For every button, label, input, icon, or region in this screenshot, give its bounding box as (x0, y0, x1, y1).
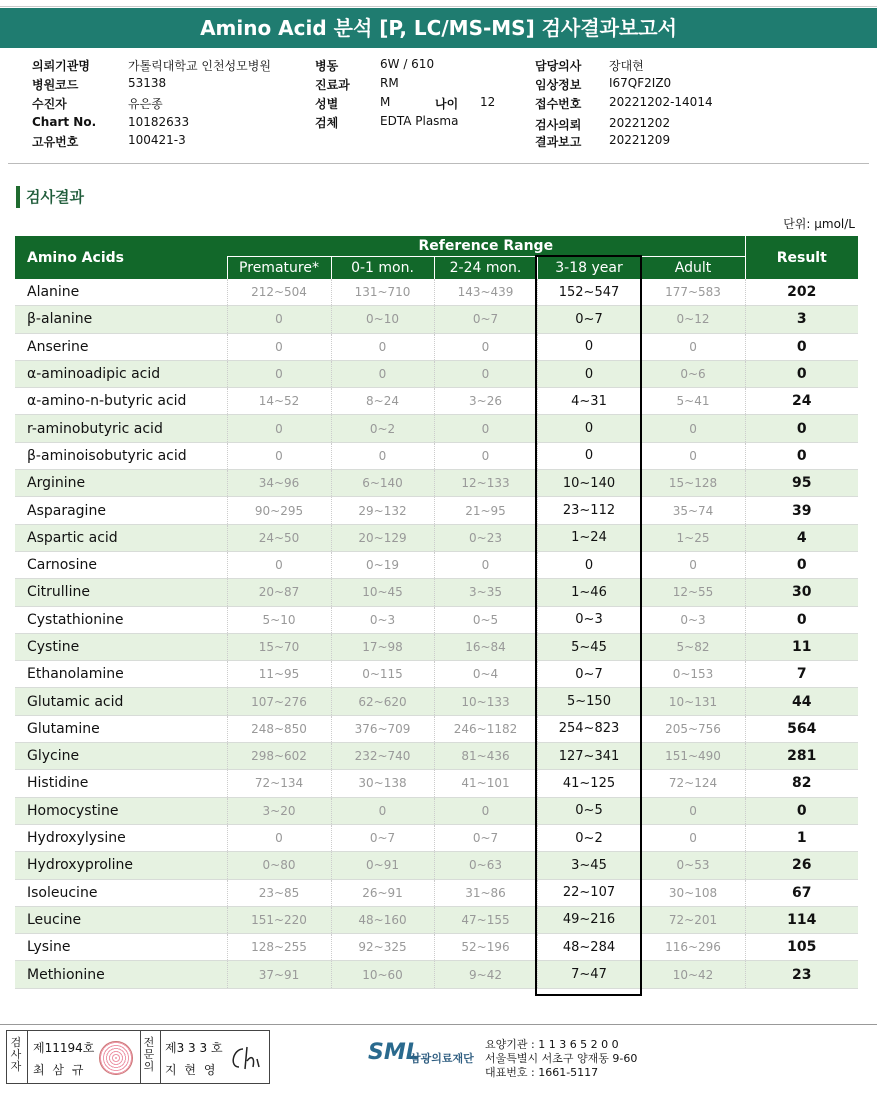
amino-acid-name: Histidine (15, 770, 227, 797)
amino-acid-name: Aspartic acid (15, 524, 227, 551)
reference-value: 92~325 (331, 934, 434, 961)
table-row (15, 688, 858, 715)
header-range: 2-24 mon. (434, 257, 537, 280)
reference-value: 0~91 (331, 852, 434, 879)
reference-value: 4~31 (537, 388, 641, 415)
reference-value: 12~55 (641, 579, 745, 606)
logo-subtitle: 삼광의료재단 (410, 1052, 474, 1065)
reference-value: 3~35 (434, 579, 537, 606)
info-label: 병원코드 (32, 78, 79, 92)
reference-value: 0 (227, 442, 331, 469)
reference-value: 34~96 (227, 470, 331, 497)
result-value: 7 (745, 661, 858, 688)
reference-value: 15~128 (641, 470, 745, 497)
reference-value: 0 (434, 551, 537, 578)
reference-value: 0 (537, 360, 641, 387)
reference-value: 0 (331, 442, 434, 469)
reference-value: 0~5 (537, 797, 641, 824)
amino-acid-name: Alanine (15, 279, 227, 306)
reference-value: 0 (434, 415, 537, 442)
seal-stamp-icon (99, 1041, 133, 1075)
reference-value: 8~24 (331, 388, 434, 415)
specialist-role: 전문의 (143, 1036, 155, 1073)
reference-value: 151~220 (227, 906, 331, 933)
inspector-name: 최 삼 규 (33, 1063, 86, 1077)
result-value: 0 (745, 797, 858, 824)
header-amino-acids: Amino Acids (15, 236, 227, 279)
reference-value: 5~150 (537, 688, 641, 715)
reference-value: 248~850 (227, 715, 331, 742)
reference-value: 47~155 (434, 906, 537, 933)
reference-value: 254~823 (537, 715, 641, 742)
amino-acid-name: α-aminoadipic acid (15, 360, 227, 387)
amino-acid-name: Asparagine (15, 497, 227, 524)
table-row (15, 579, 858, 606)
reference-value: 31~86 (434, 879, 537, 906)
reference-value: 0~7 (537, 306, 641, 333)
table-row (15, 333, 858, 360)
table-row (15, 633, 858, 660)
reference-value: 107~276 (227, 688, 331, 715)
inspector-number: 제11194호 (33, 1041, 95, 1055)
result-value: 202 (745, 279, 858, 306)
result-value: 24 (745, 388, 858, 415)
amino-acid-name: Hydroxylysine (15, 824, 227, 851)
reference-value: 0 (537, 442, 641, 469)
result-value: 95 (745, 470, 858, 497)
reference-value: 3~45 (537, 852, 641, 879)
reference-value: 12~133 (434, 470, 537, 497)
table-row (15, 606, 858, 633)
reference-value: 23~85 (227, 879, 331, 906)
reference-value: 1~46 (537, 579, 641, 606)
reference-value: 0 (331, 333, 434, 360)
reference-value: 0 (434, 333, 537, 360)
age-value: 12 (480, 95, 496, 109)
info-value: 53138 (128, 76, 167, 90)
amino-acid-name: Glycine (15, 743, 227, 770)
reference-value: 232~740 (331, 743, 434, 770)
reference-value: 17~98 (331, 633, 434, 660)
address-line: 서울특별시 서초구 양재동 9-60 (485, 1052, 638, 1065)
reference-value: 0~53 (641, 852, 745, 879)
reference-value: 0 (537, 551, 641, 578)
reference-value: 10~140 (537, 470, 641, 497)
result-value: 67 (745, 879, 858, 906)
reference-value: 0 (537, 415, 641, 442)
reference-value: 30~108 (641, 879, 745, 906)
info-label: 검체 (315, 116, 339, 130)
reference-value: 49~216 (537, 906, 641, 933)
reference-value: 131~710 (331, 279, 434, 306)
amino-acid-name: Anserine (15, 333, 227, 360)
amino-acid-name: Glutamic acid (15, 688, 227, 715)
result-value: 3 (745, 306, 858, 333)
reference-value: 0~2 (537, 824, 641, 851)
reference-value: 128~255 (227, 934, 331, 961)
info-label: 결과보고 (535, 135, 582, 149)
reference-value: 41~101 (434, 770, 537, 797)
unit-label: 단위: μmol/L (783, 217, 855, 231)
info-value: 6W / 610 (380, 57, 435, 71)
reference-value: 0 (434, 797, 537, 824)
table-row (15, 824, 858, 851)
reference-value: 1~25 (641, 524, 745, 551)
reference-value: 20~87 (227, 579, 331, 606)
reference-value: 22~107 (537, 879, 641, 906)
reference-value: 0~3 (641, 606, 745, 633)
info-value: 가톨릭대학교 인천성모병원 (128, 59, 271, 73)
reference-value: 177~583 (641, 279, 745, 306)
amino-acid-name: Leucine (15, 906, 227, 933)
reference-value: 0~7 (331, 824, 434, 851)
box-divider (140, 1031, 141, 1083)
table-row (15, 934, 858, 961)
sml-logo: SML (368, 1040, 420, 1065)
reference-value: 5~45 (537, 633, 641, 660)
reference-value: 0 (331, 360, 434, 387)
result-value: 1 (745, 824, 858, 851)
table-row (15, 551, 858, 578)
specialist-name: 지 현 영 (165, 1063, 218, 1077)
reference-value: 6~140 (331, 470, 434, 497)
reference-value: 151~490 (641, 743, 745, 770)
amino-acid-name: Ethanolamine (15, 661, 227, 688)
reference-value: 0 (227, 824, 331, 851)
reference-value: 11~95 (227, 661, 331, 688)
result-value: 30 (745, 579, 858, 606)
table-row (15, 906, 858, 933)
info-value: I67QF2IZ0 (609, 76, 672, 90)
reference-value: 246~1182 (434, 715, 537, 742)
result-value: 0 (745, 442, 858, 469)
reference-value: 0~19 (331, 551, 434, 578)
header-range: Premature* (227, 257, 331, 280)
table-row (15, 715, 858, 742)
reference-value: 10~131 (641, 688, 745, 715)
result-value: 0 (745, 360, 858, 387)
info-value: 20221202-14014 (609, 95, 713, 109)
reference-value: 298~602 (227, 743, 331, 770)
reference-value: 0~7 (434, 306, 537, 333)
signature-box (6, 1030, 270, 1084)
reference-value: 0 (641, 333, 745, 360)
amino-acid-name: β-aminoisobutyric acid (15, 442, 227, 469)
reference-value: 0~6 (641, 360, 745, 387)
reference-value: 10~60 (331, 961, 434, 988)
reference-value: 0~153 (641, 661, 745, 688)
reference-value: 0~23 (434, 524, 537, 551)
info-value: 20221202 (609, 116, 671, 130)
table-row (15, 770, 858, 797)
table-row (15, 852, 858, 879)
table-row (15, 497, 858, 524)
address-line: 요양기관 : 1 1 3 6 5 2 0 0 (485, 1038, 619, 1051)
result-value: 23 (745, 961, 858, 988)
header-range: 0-1 mon. (331, 257, 434, 280)
amino-acid-name: r-aminobutyric acid (15, 415, 227, 442)
info-label: 임상정보 (535, 78, 582, 92)
table-row (15, 442, 858, 469)
header-result: Result (745, 236, 858, 279)
header-reference-range: Reference Range (227, 236, 745, 257)
result-value: 4 (745, 524, 858, 551)
results-body (15, 279, 858, 988)
table-row (15, 415, 858, 442)
table-row (15, 797, 858, 824)
result-value: 26 (745, 852, 858, 879)
info-value: 100421-3 (128, 133, 186, 147)
reference-value: 15~70 (227, 633, 331, 660)
result-value: 0 (745, 333, 858, 360)
reference-value: 9~42 (434, 961, 537, 988)
result-value: 82 (745, 770, 858, 797)
reference-value: 0~4 (434, 661, 537, 688)
info-label: 의뢰기관명 (32, 59, 90, 73)
info-value: M (380, 95, 391, 109)
amino-acid-name: Carnosine (15, 551, 227, 578)
reference-value: 152~547 (537, 279, 641, 306)
table-row (15, 879, 858, 906)
amino-acid-name: Isoleucine (15, 879, 227, 906)
reference-value: 72~124 (641, 770, 745, 797)
reference-value: 81~436 (434, 743, 537, 770)
reference-value: 0~3 (331, 606, 434, 633)
reference-value: 0 (641, 824, 745, 851)
reference-value: 143~439 (434, 279, 537, 306)
box-divider (160, 1031, 161, 1083)
reference-value: 5~10 (227, 606, 331, 633)
info-value: 10182633 (128, 115, 190, 129)
reference-value: 0 (227, 551, 331, 578)
reference-value: 0~80 (227, 852, 331, 879)
reference-value: 0 (434, 360, 537, 387)
box-divider (27, 1031, 28, 1083)
specialist-number: 제3 3 3 호 (165, 1041, 223, 1055)
reference-value: 0 (227, 306, 331, 333)
reference-value: 0~115 (331, 661, 434, 688)
amino-acid-name: Hydroxyproline (15, 852, 227, 879)
table-row (15, 961, 858, 988)
reference-value: 0 (641, 797, 745, 824)
table-row (15, 470, 858, 497)
result-value: 44 (745, 688, 858, 715)
info-label: 수진자 (32, 97, 67, 111)
table-row (15, 306, 858, 333)
reference-value: 0 (227, 415, 331, 442)
info-value: EDTA Plasma (380, 114, 459, 128)
reference-value: 41~125 (537, 770, 641, 797)
inspector-role: 검사자 (10, 1036, 22, 1073)
amino-acid-name: Methionine (15, 961, 227, 988)
amino-acid-name: Cystathionine (15, 606, 227, 633)
reference-value: 52~196 (434, 934, 537, 961)
info-label: 접수번호 (535, 97, 582, 111)
reference-value: 205~756 (641, 715, 745, 742)
reference-value: 29~132 (331, 497, 434, 524)
reference-value: 0 (641, 415, 745, 442)
amino-acid-name: Cystine (15, 633, 227, 660)
reference-value: 0~10 (331, 306, 434, 333)
info-value: 유은종 (128, 97, 163, 111)
table-row (15, 279, 858, 306)
info-label: 검사의뢰 (535, 118, 582, 132)
reference-value: 72~201 (641, 906, 745, 933)
reference-value: 48~160 (331, 906, 434, 933)
info-label: 병동 (315, 59, 339, 73)
reference-value: 30~138 (331, 770, 434, 797)
amino-acid-name: Arginine (15, 470, 227, 497)
reference-value: 20~129 (331, 524, 434, 551)
result-value: 0 (745, 606, 858, 633)
footer-divider (0, 1024, 877, 1025)
reference-value: 0 (537, 333, 641, 360)
amino-acid-name: β-alanine (15, 306, 227, 333)
info-label: 성별 (315, 97, 339, 111)
report-title: Amino Acid 분석 [P, LC/MS-MS] 검사결과보고서 (0, 8, 877, 48)
info-label: Chart No. (32, 115, 97, 129)
amino-acid-name: Homocystine (15, 797, 227, 824)
info-value: 장대현 (609, 59, 644, 73)
table-row (15, 360, 858, 387)
reference-value: 62~620 (331, 688, 434, 715)
divider (8, 163, 869, 164)
info-label: 담당의사 (535, 59, 582, 73)
reference-value: 35~74 (641, 497, 745, 524)
info-label: 고유번호 (32, 135, 79, 149)
header-range: Adult (641, 257, 745, 280)
results-table (15, 236, 858, 989)
section-title: 검사결과 (16, 186, 84, 208)
reference-value: 212~504 (227, 279, 331, 306)
address-line: 대표번호 : 1661-5117 (485, 1066, 599, 1079)
info-value: 20221209 (609, 133, 671, 147)
reference-value: 37~91 (227, 961, 331, 988)
age-label: 나이 (435, 97, 459, 111)
info-label: 진료과 (315, 78, 350, 92)
lab-address (485, 1038, 637, 1080)
reference-value: 127~341 (537, 743, 641, 770)
reference-value: 0 (434, 442, 537, 469)
reference-value: 0 (227, 333, 331, 360)
result-value: 39 (745, 497, 858, 524)
reference-value: 5~41 (641, 388, 745, 415)
reference-value: 0~5 (434, 606, 537, 633)
reference-value: 376~709 (331, 715, 434, 742)
reference-value: 0 (227, 360, 331, 387)
result-value: 0 (745, 415, 858, 442)
reference-value: 3~26 (434, 388, 537, 415)
table-row (15, 661, 858, 688)
table-row (15, 743, 858, 770)
amino-acid-name: Glutamine (15, 715, 227, 742)
reference-value: 23~112 (537, 497, 641, 524)
result-value: 0 (745, 551, 858, 578)
table-row (15, 524, 858, 551)
result-value: 11 (745, 633, 858, 660)
result-value: 114 (745, 906, 858, 933)
header-range: 3-18 year (537, 257, 641, 280)
reference-value: 16~84 (434, 633, 537, 660)
reference-value: 48~284 (537, 934, 641, 961)
reference-value: 0~7 (434, 824, 537, 851)
reference-value: 14~52 (227, 388, 331, 415)
reference-value: 21~95 (434, 497, 537, 524)
reference-value: 10~45 (331, 579, 434, 606)
reference-value: 5~82 (641, 633, 745, 660)
reference-value: 7~47 (537, 961, 641, 988)
result-value: 281 (745, 743, 858, 770)
reference-value: 0 (641, 551, 745, 578)
reference-value: 1~24 (537, 524, 641, 551)
reference-value: 0~63 (434, 852, 537, 879)
reference-value: 10~133 (434, 688, 537, 715)
reference-value: 10~42 (641, 961, 745, 988)
signature-icon (225, 1043, 265, 1073)
reference-value: 72~134 (227, 770, 331, 797)
info-value: RM (380, 76, 399, 90)
reference-value: 0 (641, 442, 745, 469)
amino-acid-name: Citrulline (15, 579, 227, 606)
reference-value: 0~3 (537, 606, 641, 633)
amino-acid-name: Lysine (15, 934, 227, 961)
reference-value: 24~50 (227, 524, 331, 551)
result-value: 564 (745, 715, 858, 742)
top-edge (0, 0, 877, 7)
reference-value: 3~20 (227, 797, 331, 824)
reference-value: 0 (331, 797, 434, 824)
amino-acid-name: α-amino-n-butyric acid (15, 388, 227, 415)
reference-value: 0~2 (331, 415, 434, 442)
reference-value: 0~7 (537, 661, 641, 688)
reference-value: 26~91 (331, 879, 434, 906)
reference-value: 0~12 (641, 306, 745, 333)
reference-value: 116~296 (641, 934, 745, 961)
reference-value: 90~295 (227, 497, 331, 524)
table-row (15, 388, 858, 415)
result-value: 105 (745, 934, 858, 961)
